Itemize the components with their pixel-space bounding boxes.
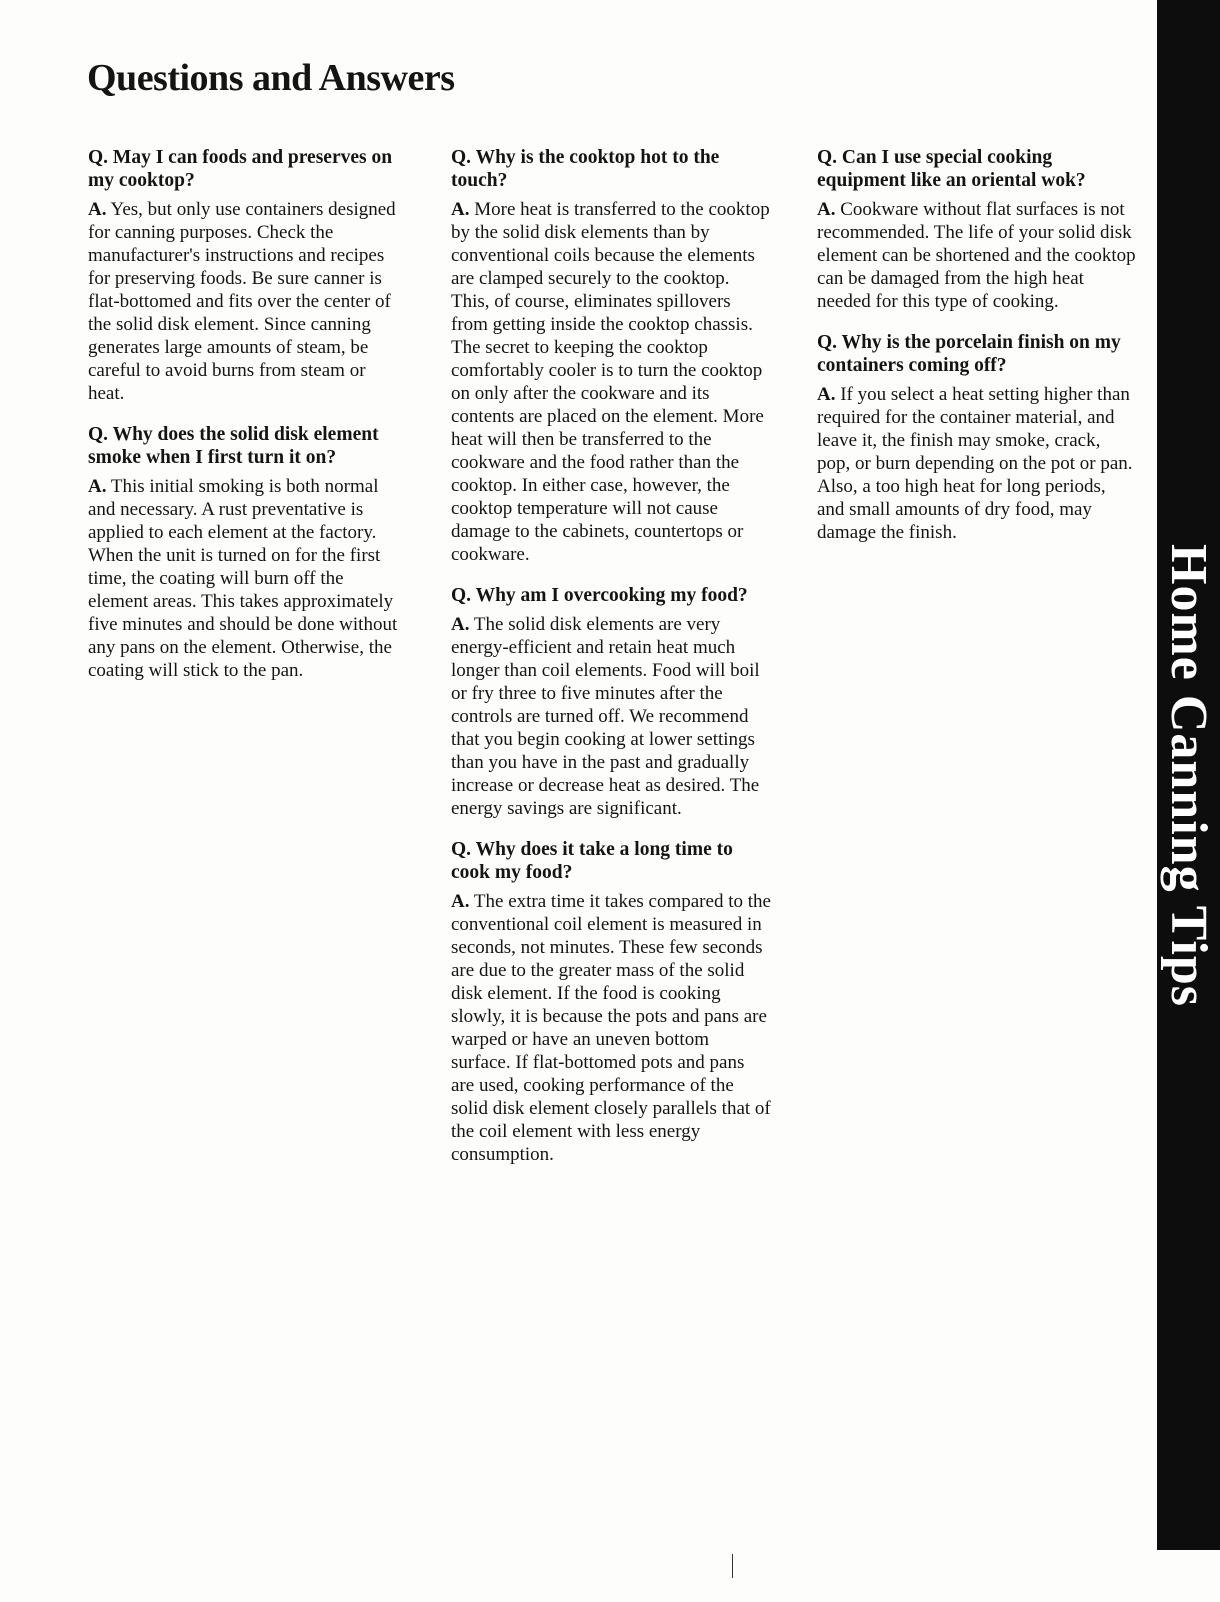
question [88,146,406,192]
question-prefix: Q. [88,147,109,168]
qa-item [817,331,1137,544]
answer-prefix: A. [451,199,470,220]
answer [88,475,406,682]
answer-prefix: A. [88,476,107,497]
page-mark [732,1554,733,1578]
column-3 [817,146,1137,562]
answer-prefix: A. [451,614,470,635]
section-tab-label-wrapper [1157,0,1220,1550]
question-prefix: Q. [817,332,838,353]
qa-item [451,146,771,566]
question-prefix: Q. [451,839,472,860]
qa-item [451,584,771,820]
question-text: Can I use special cooking equipment like an oriental wok? [817,147,1086,191]
answer-text: Cookware without flat surfaces is not recommended. The life of your solid disk element can be shortened and the cooktop can be damaged from the high heat needed for this type of cooking. [817,199,1136,312]
qa-item [451,838,771,1166]
question-prefix: Q. [451,585,472,606]
answer [451,198,771,566]
answer [451,613,771,820]
question [451,584,771,607]
question-text: Why is the porcelain finish on my containers coming off? [817,332,1121,376]
answer [817,198,1137,313]
question [451,838,771,884]
answer [451,890,771,1166]
qa-item [88,423,406,682]
question [451,146,771,192]
answer-text: This initial smoking is both normal and necessary. A rust preventative is applied to each element at the factory. When the unit is turned on for the first time, the coating will burn off the element areas. This takes approximately five minutes and should be done without any pans on the element. Otherwise, the coating will stick to the pan. [88,476,398,681]
question-text: Why am I overcooking my food? [475,585,748,606]
question-text: Why is the cooktop hot to the touch? [451,147,720,191]
answer-prefix: A. [88,199,107,220]
column-2 [451,146,771,1184]
answer-prefix: A. [817,384,836,405]
question-text: Why does the solid disk element smoke when I first turn it on? [88,424,379,468]
page-title: Questions and Answers [87,57,455,99]
question-prefix: Q. [451,147,472,168]
answer-prefix: A. [451,891,470,912]
question-prefix: Q. [88,424,109,445]
question [817,331,1137,377]
question [817,146,1137,192]
answer-text: If you select a heat setting higher than required for the container material, and leave it, the finish may smoke, crack, pop, or burn depending on the pot or pan. Also, a too high heat for long periods, and small amounts of dry food, may damage the finish. [817,384,1133,543]
answer-text: The extra time it takes compared to the conventional coil element is measured in seconds, not minutes. These few seconds are due to the greater mass of the solid disk element. If the food is cooking slowly, it is because the pots and pans are warped or have an uneven bottom surface. If flat-bottomed pots and pans are used, cooking performance of the solid disk element closely parallels that of the coil element with less energy consumption. [451,891,771,1165]
qa-item [817,146,1137,313]
answer-prefix: A. [817,199,836,220]
qa-item [88,146,406,405]
answer-text: The solid disk elements are very energy-efficient and retain heat much longer than coil elements. Food will boil or fry three to five minutes after the controls are turned off. We recommend that you begin cooking at lower settings than you have in the past and gradually increase or decrease heat as desired. The energy savings are significant. [451,614,760,819]
answer [817,383,1137,544]
column-1 [88,146,406,700]
section-tab-label: Home Canning Tips [1160,543,1218,1007]
answer [88,198,406,405]
answer-text: Yes, but only use containers designed for canning purposes. Check the manufacturer's instructions and recipes for preserving foods. Be sure canner is flat-bottomed and fits over the center of the solid disk element. Since canning generates large amounts of steam, be careful to avoid burns from steam or heat. [88,199,396,404]
question-text: May I can foods and preserves on my cooktop? [88,147,393,191]
question-text: Why does it take a long time to cook my food? [451,839,733,883]
question-prefix: Q. [817,147,838,168]
answer-text: More heat is transferred to the cooktop by the solid disk elements than by conventional coils because the elements are clamped securely to the cooktop. This, of course, eliminates spillovers from getting inside the cooktop chassis. The secret to keeping the cooktop comfortably cooler is to turn the cooktop on only after the cookware and its contents are placed on the element. More heat will then be transferred to the cookware and the food rather than the cooktop. In either case, however, the cooktop temperature will not cause damage to the cabinets, countertops or cookware. [451,199,770,565]
question [88,423,406,469]
